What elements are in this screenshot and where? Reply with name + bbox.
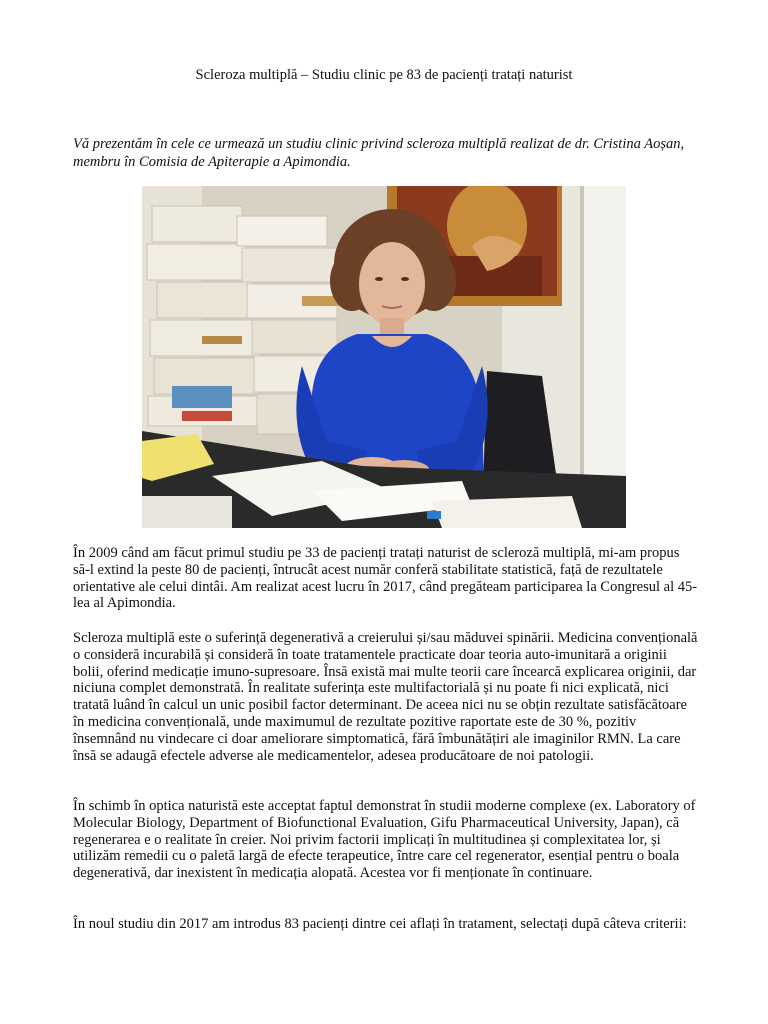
paragraph-2: Scleroza multiplă este o suferință degenerativă a creierului și/sau măduvei spinării. Medicina convențională o consideră incurabilă și consideră în toate tratamentele practicate doar teoria auto-imunitară a originii bolii, oferind medicație imuno-supresoare. Însă există mai multe teorii care încearcă explicarea originii, dar niciuna complet demonstrată. În realitate suferința este multifactorială și nu poate fi nici explicată, nici tratată luând în calcul un unic posibil factor determinant. De aceea nici nu se obțin rezultate satisfăcătoare în medicina convențională, unde maximumul de rezultate pozitive raportate este de 30 %, pozitiv însemnând nu vindecare ci doar ameliorare simptomatică, fără îmbunătățiri ale imaginilor RMN. La care însă se adaugă efectele adverse ale medicamentelor, adesea producătoare de noi patologii. (73, 630, 698, 764)
intro-paragraph: Vă prezentăm în cele ce urmează un studiu clinic privind scleroza multiplă realizat de dr. Cristina Aoșan, membru în Comisia de Apiterapie a Apimondia. (73, 136, 685, 170)
paragraph-1: În 2009 când am făcut primul studiu pe 33 de pacienți tratați naturist de scleroză multiplă, mi-am propus să-l extind la peste 80 de pacienți, întrucât acest număr conferă stabilitate statistică, față de rezultatele orientative ale celui dintâi. Am realizat acest lucru în 2017, când pregăteam participarea la Congresul al 45-lea al Apimondia. (73, 545, 698, 612)
document-title: Scleroza multiplă – Studiu clinic pe 83 de pacienți tratați naturist (195, 67, 573, 83)
paragraph-4: În noul studiu din 2017 am introdus 83 pacienți dintre cei aflați în tratament, selectați după câteva criterii: (73, 916, 687, 932)
paragraph-3: În schimb în optica naturistă este acceptat faptul demonstrat în studii moderne complexe (ex. Laboratory of Molecular Biology, Department of Biofunctional Evaluation, Gifu Pharmaceutical University, Japan), că regenerarea e o realitate în creier. Noi privim factorii implicați în multitudinea și complexitatea lor, și utilizăm remedii cu o paletă largă de efecte terapeutice, între care cel regenerator, esențial pentru o boala degenerativă, dar inexistent în medicația alopată. Acestea vor fi menționate în continuare. (73, 798, 696, 882)
author-photo (142, 186, 626, 528)
